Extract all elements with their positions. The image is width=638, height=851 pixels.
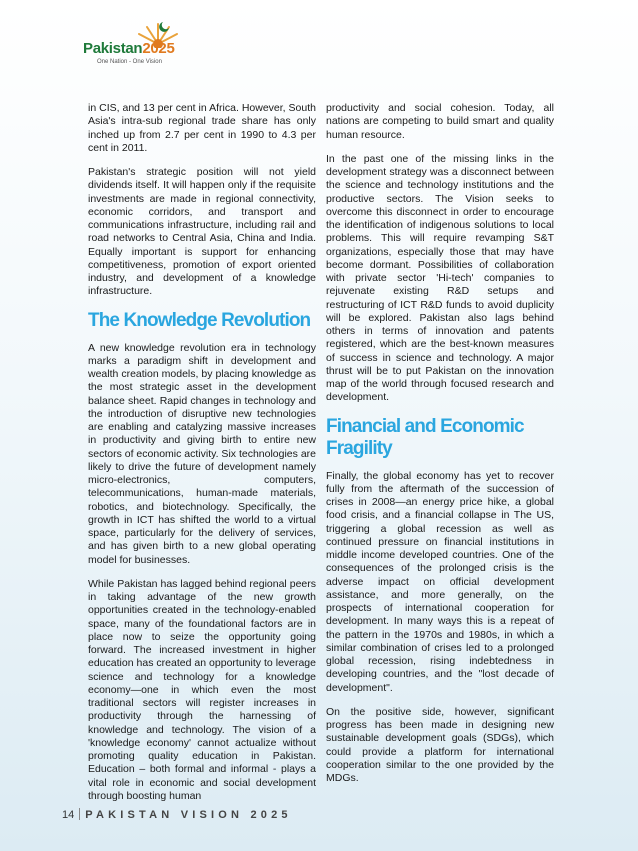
pakistan-2025-logo xyxy=(83,18,183,68)
logo-year: 2025 xyxy=(142,40,175,57)
footer-title: PAKISTAN VISION 2025 xyxy=(85,809,292,821)
paragraph: Finally, the global economy has yet to recover fully from the aftermath of the succession of crises in 2008—an energy price hike, a global food crisis, and a financial collapse in The US, triggering a global recession as well as continued pressure on financial institutions in middle income developed countries. One of the consequences of the prolonged crisis is the adverse impact on official development assistance, and more generally, on the prospects of international cooperation for development. In many ways this is a repeat of the pattern in the 1970s and 1980s, in which a similar combination of crises led to a prolonged global recession, rising indebtedness in developing countries, and the "lost decade of development". xyxy=(326,469,554,694)
paragraph: productivity and social cohesion. Today, all nations are competing to build smart and quality human resource. xyxy=(326,102,554,141)
right-column xyxy=(326,102,554,796)
logo-wordmark xyxy=(83,40,174,57)
page-number: 14 xyxy=(62,809,75,821)
paragraph: In the past one of the missing links in the development strategy was a disconnect between the science and technology institutions and the productive sectors. The Vision seeks to overcome this disconnect in order to encourage the identification of indigenous solutions to local problems. This will require revamping S&T organizations, especially those that may have become dormant. Possibilities of collaboration with private sector 'Hi-tech' companies to rejuvenate existing R&D setups and restructuring of ICT R&D funds to avoid duplicity will be explored. Pakistan also lags behind others in terms of innovation and patents registered, which are the best-known measures of success in science and technology. A major thrust will be to put Pakistan on the innovation map of the world through focused research and development. xyxy=(326,152,554,404)
logo-name: Pakistan xyxy=(83,40,143,57)
paragraph: in CIS, and 13 per cent in Africa. However, South Asia's intra-sub regional trade share has only inched up from 2.7 per cent in 1990 to 4.3 per cent in 2011. xyxy=(88,102,316,154)
left-column xyxy=(88,102,316,814)
section-heading-knowledge-revolution: The Knowledge Revolution xyxy=(88,309,311,331)
paragraph: Pakistan's strategic position will not yield dividends itself. It will happen only if the requisite investments are made in regional connectivity, economic corridors, and transport and communications infrastructure, including rail and road networks to Central Asia, China and India. Equally important is support for enhancing competitiveness, promotion of export oriented industry, and development of a knowledge infrastructure. xyxy=(88,166,316,298)
paragraph: While Pakistan has lagged behind regional peers in taking advantage of the new growth opportunities created in the technology-enabled space, many of the foundational factors are in place now to seize the opportunity going forward. The increased investment in higher education has created an opportunity to leverage science and technology for a knowledge economy—one in which even the most traditional sectors will register increases in productivity through the harnessing of knowledge and technology. The vision of a 'knowledge economy' cannot actualize without promoting quality education in Pakistan. Education – both formal and informal - plays a vital role in economic and social development through boosting human xyxy=(88,577,316,802)
page-footer xyxy=(62,808,292,821)
paragraph: On the positive side, however, significant progress has been made in designing new sustainable development goals (SDGs), which could provide a platform for international cooperation similar to the one provided by the MDGs. xyxy=(326,705,554,784)
footer-divider xyxy=(79,808,80,820)
logo-tagline: One Nation - One Vision xyxy=(97,59,162,65)
paragraph: A new knowledge revolution era in technology marks a paradigm shift in development and wealth creation models, by placing knowledge as the most strategic asset in the development balance sheet. Rapid changes in technology and the introduction of disruptive new technologies are enabling and catalyzing massive increases in productivity and giving birth to entire new sectors of economic activity. Six technologies are likely to drive the future of development namely micro-electronics, computers, telecommunications, human-made materials, robotics, and biotechnology. Specifically, the growth in ICT has shifted the world to a virtual space, particularly for the delivery of services, and has given birth to a new global operating model for businesses. xyxy=(88,341,316,566)
section-heading-financial-fragility: Financial and Economic Fragility xyxy=(326,415,524,459)
